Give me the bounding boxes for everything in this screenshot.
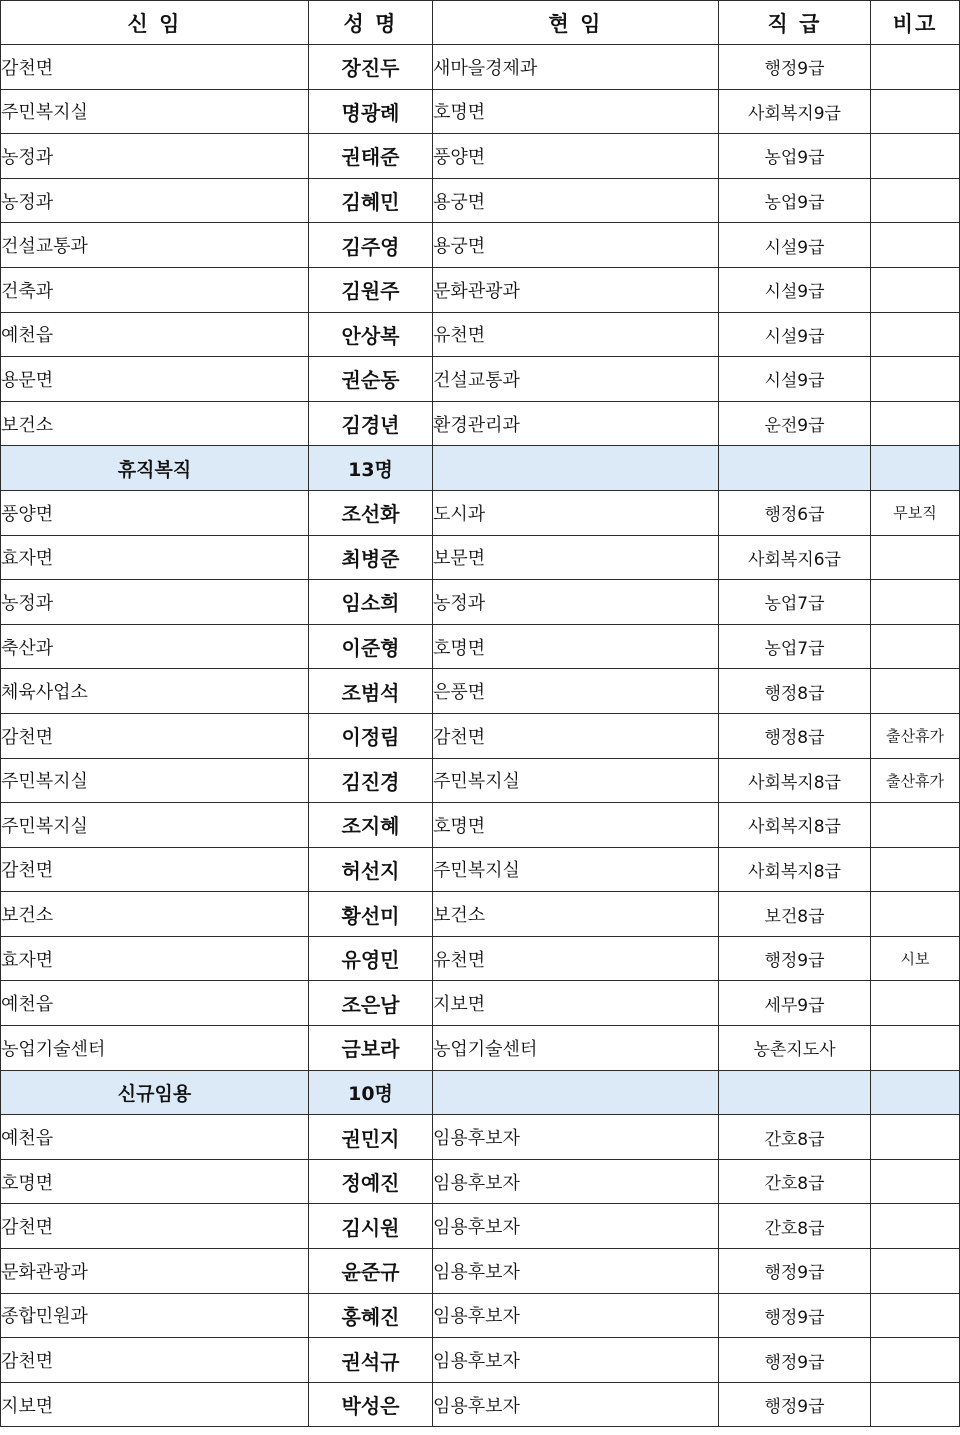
cell-grade: 세무9급 xyxy=(719,981,871,1026)
cell-current-post: 농업기술센터 xyxy=(433,1026,719,1071)
cell-current-post: 호명면 xyxy=(433,624,719,669)
cell-name: 이정림 xyxy=(309,713,433,758)
cell-new-post: 건설교통과 xyxy=(1,223,309,268)
cell-current-post: 임용후보자 xyxy=(433,1204,719,1249)
cell-note xyxy=(871,1026,960,1071)
cell-name: 유영민 xyxy=(309,936,433,981)
table-row xyxy=(1,401,960,446)
cell-new-post: 문화관광과 xyxy=(1,1249,309,1294)
cell-grade: 간호8급 xyxy=(719,1204,871,1249)
cell-current-post: 주민복지실 xyxy=(433,758,719,803)
cell-current-post: 은풍면 xyxy=(433,669,719,714)
cell-grade: 행정9급 xyxy=(719,45,871,90)
cell-name: 홍혜진 xyxy=(309,1293,433,1338)
header-current-post: 현 임 xyxy=(433,1,719,45)
cell-new-post: 건축과 xyxy=(1,267,309,312)
cell-name: 윤준규 xyxy=(309,1249,433,1294)
cell-note xyxy=(871,45,960,90)
table-row xyxy=(1,490,960,535)
cell-grade: 간호8급 xyxy=(719,1115,871,1160)
cell-new-post: 축산과 xyxy=(1,624,309,669)
cell-current-post: 임용후보자 xyxy=(433,1293,719,1338)
cell-current-post: 임용후보자 xyxy=(433,1338,719,1383)
table-row xyxy=(1,223,960,268)
table-row xyxy=(1,847,960,892)
table-row xyxy=(1,1382,960,1427)
cell-grade: 사회복지6급 xyxy=(719,535,871,580)
header-grade: 직 급 xyxy=(719,1,871,45)
cell-current-post: 보건소 xyxy=(433,892,719,937)
cell-name: 금보라 xyxy=(309,1026,433,1071)
table-row xyxy=(1,89,960,134)
cell-current-post: 호명면 xyxy=(433,803,719,848)
cell-new-post: 감천면 xyxy=(1,847,309,892)
table-row xyxy=(1,357,960,402)
cell-name: 임소희 xyxy=(309,580,433,625)
cell-name: 조범석 xyxy=(309,669,433,714)
table-body xyxy=(1,45,960,1427)
cell-current-post: 임용후보자 xyxy=(433,1249,719,1294)
cell-grade: 시설9급 xyxy=(719,223,871,268)
cell-note xyxy=(871,267,960,312)
cell-note xyxy=(871,446,960,491)
cell-new-post: 용문면 xyxy=(1,357,309,402)
section-header-row xyxy=(1,1070,960,1115)
cell-current-post: 농정과 xyxy=(433,580,719,625)
cell-current-post: 임용후보자 xyxy=(433,1159,719,1204)
cell-note: 시보 xyxy=(871,936,960,981)
table-row xyxy=(1,936,960,981)
cell-new-post: 주민복지실 xyxy=(1,803,309,848)
cell-current-post: 임용후보자 xyxy=(433,1115,719,1160)
cell-note xyxy=(871,892,960,937)
cell-name: 김시원 xyxy=(309,1204,433,1249)
cell-name: 황선미 xyxy=(309,892,433,937)
cell-current-post: 유천면 xyxy=(433,312,719,357)
cell-current-post: 환경관리과 xyxy=(433,401,719,446)
cell-note xyxy=(871,1249,960,1294)
cell-current-post: 건설교통과 xyxy=(433,357,719,402)
table-row xyxy=(1,580,960,625)
cell-note xyxy=(871,89,960,134)
cell-grade: 행정9급 xyxy=(719,1249,871,1294)
cell-grade: 농업7급 xyxy=(719,624,871,669)
table-row xyxy=(1,45,960,90)
cell-note xyxy=(871,1204,960,1249)
cell-grade: 시설9급 xyxy=(719,267,871,312)
cell-new-post: 주민복지실 xyxy=(1,89,309,134)
cell-current-post: 호명면 xyxy=(433,89,719,134)
cell-grade: 행정8급 xyxy=(719,713,871,758)
cell-note xyxy=(871,580,960,625)
cell-new-post: 감천면 xyxy=(1,1204,309,1249)
cell-current-post: 용궁면 xyxy=(433,223,719,268)
table-row xyxy=(1,892,960,937)
cell-current-post: 새마을경제과 xyxy=(433,45,719,90)
cell-note xyxy=(871,357,960,402)
cell-current-post: 주민복지실 xyxy=(433,847,719,892)
table-row xyxy=(1,535,960,580)
cell-note xyxy=(871,1115,960,1160)
cell-note xyxy=(871,1382,960,1427)
cell-grade: 행정9급 xyxy=(719,1293,871,1338)
cell-current-post: 용궁면 xyxy=(433,178,719,223)
cell-note xyxy=(871,1159,960,1204)
cell-note xyxy=(871,1338,960,1383)
cell-note: 출산휴가 xyxy=(871,713,960,758)
cell-grade: 사회복지9급 xyxy=(719,89,871,134)
cell-current-post: 보문면 xyxy=(433,535,719,580)
cell-new-post: 종합민원과 xyxy=(1,1293,309,1338)
cell-name: 김혜민 xyxy=(309,178,433,223)
cell-note xyxy=(871,223,960,268)
cell-name: 정예진 xyxy=(309,1159,433,1204)
table-row xyxy=(1,1204,960,1249)
table-row xyxy=(1,1338,960,1383)
cell-name: 권민지 xyxy=(309,1115,433,1160)
cell-note xyxy=(871,847,960,892)
cell-name: 김경년 xyxy=(309,401,433,446)
cell-new-post: 신규임용 xyxy=(1,1070,309,1115)
table-row xyxy=(1,1115,960,1160)
cell-current-post: 감천면 xyxy=(433,713,719,758)
cell-name: 김진경 xyxy=(309,758,433,803)
table-row xyxy=(1,1159,960,1204)
cell-new-post: 휴직복직 xyxy=(1,446,309,491)
cell-note xyxy=(871,669,960,714)
cell-name: 김주영 xyxy=(309,223,433,268)
cell-new-post: 호명면 xyxy=(1,1159,309,1204)
cell-note xyxy=(871,178,960,223)
cell-grade: 운전9급 xyxy=(719,401,871,446)
cell-name: 명광례 xyxy=(309,89,433,134)
cell-grade: 간호8급 xyxy=(719,1159,871,1204)
cell-current-post xyxy=(433,446,719,491)
cell-current-post xyxy=(433,1070,719,1115)
cell-name: 조은남 xyxy=(309,981,433,1026)
cell-name: 10명 xyxy=(309,1070,433,1115)
cell-current-post: 지보면 xyxy=(433,981,719,1026)
cell-new-post: 농업기술센터 xyxy=(1,1026,309,1071)
cell-note xyxy=(871,803,960,848)
cell-name: 김원주 xyxy=(309,267,433,312)
table-row xyxy=(1,267,960,312)
cell-note xyxy=(871,535,960,580)
cell-grade: 사회복지8급 xyxy=(719,803,871,848)
table-row xyxy=(1,713,960,758)
header-note: 비고 xyxy=(871,1,960,45)
table-row xyxy=(1,669,960,714)
cell-new-post: 풍양면 xyxy=(1,490,309,535)
cell-note: 무보직 xyxy=(871,490,960,535)
table-header-row xyxy=(1,1,960,45)
cell-new-post: 농정과 xyxy=(1,134,309,179)
cell-new-post: 예천읍 xyxy=(1,312,309,357)
cell-name: 장진두 xyxy=(309,45,433,90)
cell-name: 권태준 xyxy=(309,134,433,179)
cell-grade: 행정9급 xyxy=(719,936,871,981)
header-new-post: 신 임 xyxy=(1,1,309,45)
cell-grade: 행정9급 xyxy=(719,1382,871,1427)
cell-name: 박성은 xyxy=(309,1382,433,1427)
cell-note xyxy=(871,134,960,179)
cell-new-post: 감천면 xyxy=(1,45,309,90)
cell-new-post: 예천읍 xyxy=(1,981,309,1026)
cell-grade: 농업7급 xyxy=(719,580,871,625)
cell-current-post: 유천면 xyxy=(433,936,719,981)
cell-new-post: 농정과 xyxy=(1,580,309,625)
cell-name: 조지혜 xyxy=(309,803,433,848)
cell-new-post: 농정과 xyxy=(1,178,309,223)
cell-grade: 사회복지8급 xyxy=(719,758,871,803)
cell-name: 권석규 xyxy=(309,1338,433,1383)
cell-new-post: 보건소 xyxy=(1,401,309,446)
cell-new-post: 예천읍 xyxy=(1,1115,309,1160)
cell-new-post: 효자면 xyxy=(1,936,309,981)
cell-name: 허선지 xyxy=(309,847,433,892)
cell-grade: 행정9급 xyxy=(719,1338,871,1383)
cell-new-post: 지보면 xyxy=(1,1382,309,1427)
cell-grade: 사회복지8급 xyxy=(719,847,871,892)
cell-new-post: 체육사업소 xyxy=(1,669,309,714)
cell-current-post: 풍양면 xyxy=(433,134,719,179)
cell-note xyxy=(871,1293,960,1338)
cell-current-post: 도시과 xyxy=(433,490,719,535)
table-row xyxy=(1,1293,960,1338)
cell-grade xyxy=(719,446,871,491)
header-name: 성 명 xyxy=(309,1,433,45)
cell-new-post: 감천면 xyxy=(1,713,309,758)
table-row xyxy=(1,758,960,803)
cell-note xyxy=(871,981,960,1026)
cell-name: 13명 xyxy=(309,446,433,491)
cell-note xyxy=(871,1070,960,1115)
table-row xyxy=(1,178,960,223)
cell-current-post: 임용후보자 xyxy=(433,1382,719,1427)
cell-new-post: 감천면 xyxy=(1,1338,309,1383)
cell-new-post: 주민복지실 xyxy=(1,758,309,803)
cell-name: 이준형 xyxy=(309,624,433,669)
cell-grade: 시설9급 xyxy=(719,357,871,402)
section-header-row xyxy=(1,446,960,491)
cell-new-post: 효자면 xyxy=(1,535,309,580)
table-row xyxy=(1,1026,960,1071)
table-row xyxy=(1,803,960,848)
cell-name: 조선화 xyxy=(309,490,433,535)
cell-grade: 보건8급 xyxy=(719,892,871,937)
cell-name: 안상복 xyxy=(309,312,433,357)
cell-grade: 농업9급 xyxy=(719,134,871,179)
cell-name: 권순동 xyxy=(309,357,433,402)
table-row xyxy=(1,624,960,669)
table-row xyxy=(1,1249,960,1294)
cell-grade: 농촌지도사 xyxy=(719,1026,871,1071)
table-row xyxy=(1,981,960,1026)
table-row xyxy=(1,134,960,179)
cell-grade xyxy=(719,1070,871,1115)
cell-grade: 행정8급 xyxy=(719,669,871,714)
cell-note: 출산휴가 xyxy=(871,758,960,803)
cell-new-post: 보건소 xyxy=(1,892,309,937)
cell-note xyxy=(871,401,960,446)
cell-current-post: 문화관광과 xyxy=(433,267,719,312)
table-row xyxy=(1,312,960,357)
cell-note xyxy=(871,624,960,669)
cell-grade: 시설9급 xyxy=(719,312,871,357)
cell-name: 최병준 xyxy=(309,535,433,580)
cell-grade: 농업9급 xyxy=(719,178,871,223)
cell-note xyxy=(871,312,960,357)
cell-grade: 행정6급 xyxy=(719,490,871,535)
